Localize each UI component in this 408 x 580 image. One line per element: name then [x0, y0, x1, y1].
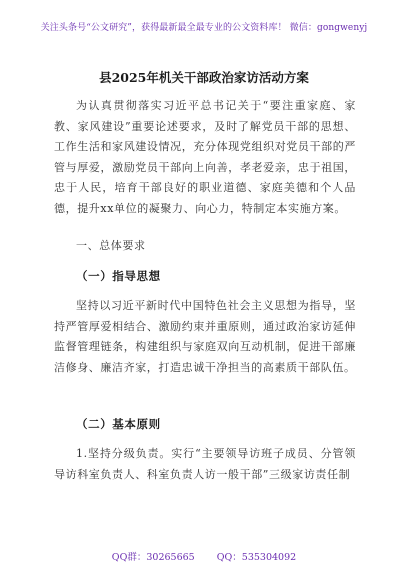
subsection-heading-basic-principles: （二）基本原则	[76, 417, 161, 431]
footer-contact	[0, 549, 408, 563]
header-notice: 关注头条号“公文研究”，获得最新最全最专业的公文资料库！ 微信：gongwenyj	[40, 23, 368, 33]
footer-qq-group: QQ群：30265665	[111, 552, 195, 563]
footer-qq: QQ：535304092	[216, 552, 297, 563]
section-heading-general-requirements: 一、总体要求	[76, 239, 146, 252]
intro-paragraph: 为认真贯彻落实习近平总书记关于“要注重家庭、家教、家风建设”重要论述要求，及时了解党员干部的思想、工作生活和家风建设情况，充分体现党组织对党员干部的严管与厚爱，激励党员干部向上向善，孝老爱亲，忠于祖国，忠于人民，培育干部良好的职业道德、家庭美德和个人品德，提升xx单位的凝聚力、向心力，特制定本实施方案。	[54, 99, 356, 215]
document-title: 县2025年机关干部政治家访活动方案	[99, 70, 309, 85]
subsection-heading-guiding-thought: （一）指导思想	[76, 269, 161, 283]
basic-principles-paragraph: 1.坚持分级负责。实行“主要领导访班子成员、分管领导访科室负责人、科室负责人访一般干部”三级家访责任制	[54, 447, 356, 481]
guiding-thought-paragraph: 坚持以习近平新时代中国特色社会主义思想为指导，坚持严管厚爱相结合、激励约束并重原则，通过政治家访延伸监督管理链条，构建组织与家庭双向互动机制，促进干部廉洁修身、廉洁齐家，打造忠诚干净担当的高素质干部队伍。	[54, 299, 356, 374]
